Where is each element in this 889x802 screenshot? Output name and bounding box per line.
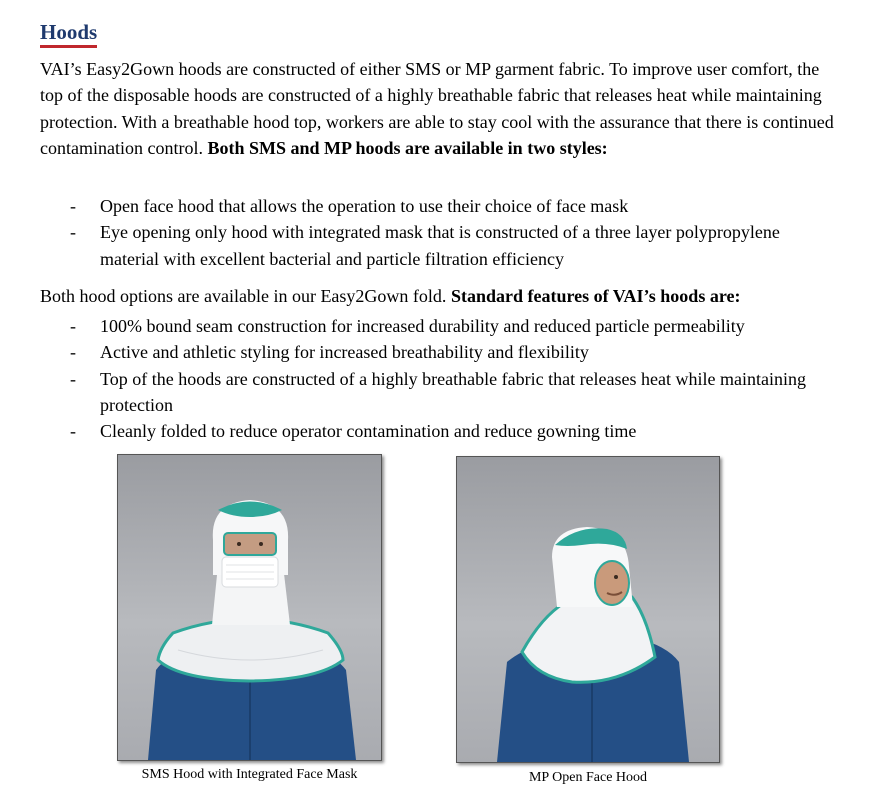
sms-hood-illustration <box>118 455 381 760</box>
list-item-text: Cleanly folded to reduce operator contamination and reduce gowning time <box>100 421 637 442</box>
hood-styles-list <box>40 193 840 272</box>
list-item-text: 100% bound seam construction for increased durability and reduced particle permeability <box>100 316 745 336</box>
bullet-dash: - <box>70 342 76 363</box>
bullet-dash: - <box>70 421 76 442</box>
list-item <box>40 193 840 219</box>
intro-paragraph <box>40 56 840 161</box>
bullet-dash: - <box>70 222 76 243</box>
features-intro-bold-text: Standard features of VAI’s hoods are: <box>450 286 741 306</box>
list-item <box>40 418 840 444</box>
list-item <box>40 366 840 419</box>
section-heading: Hoods <box>40 20 97 48</box>
features-list <box>40 313 840 444</box>
bullet-dash: - <box>70 368 76 389</box>
features-intro-text: Both hood options are available in our Easy2Gown fold. <box>40 286 451 306</box>
list-item <box>40 219 840 272</box>
bullet-dash: - <box>70 196 76 216</box>
list-item-text: Eye opening only hood with integrated mask that is constructed of a three layer polypropylene material with excellent bacterial and particle filtration efficiency <box>100 222 780 269</box>
list-item-text: Open face hood that allows the operation to use their choice of face mask <box>100 196 629 216</box>
mp-hood-photo <box>456 456 720 763</box>
sms-hood-photo <box>117 454 382 761</box>
sms-hood-caption: SMS Hood with Integrated Face Mask <box>141 767 358 782</box>
mp-hood-illustration <box>457 457 719 762</box>
list-item-text: Active and athletic styling for increased breathability and flexibility <box>100 342 589 363</box>
intro-bold-text: Both SMS and MP hoods are available in two styles: <box>207 137 608 158</box>
list-item <box>40 339 840 365</box>
list-item-text: Top of the hoods are constructed of a highly breathable fabric that releases heat while maintaining protection <box>100 368 806 415</box>
features-intro-paragraph <box>40 283 840 309</box>
bullet-dash: - <box>70 316 76 336</box>
list-item <box>40 313 840 339</box>
mp-hood-caption: MP Open Face Hood <box>528 770 648 785</box>
intro-text: VAI’s Easy2Gown hoods are constructed of either SMS or MP garment fabric. To improve user comfort, the top of the disposable hoods are constructed of a highly breathable fabric that releases heat while maintaining protection. With a breathable hood top, workers are able to stay cool with the assurance that there is continued contamination control. <box>40 59 834 158</box>
